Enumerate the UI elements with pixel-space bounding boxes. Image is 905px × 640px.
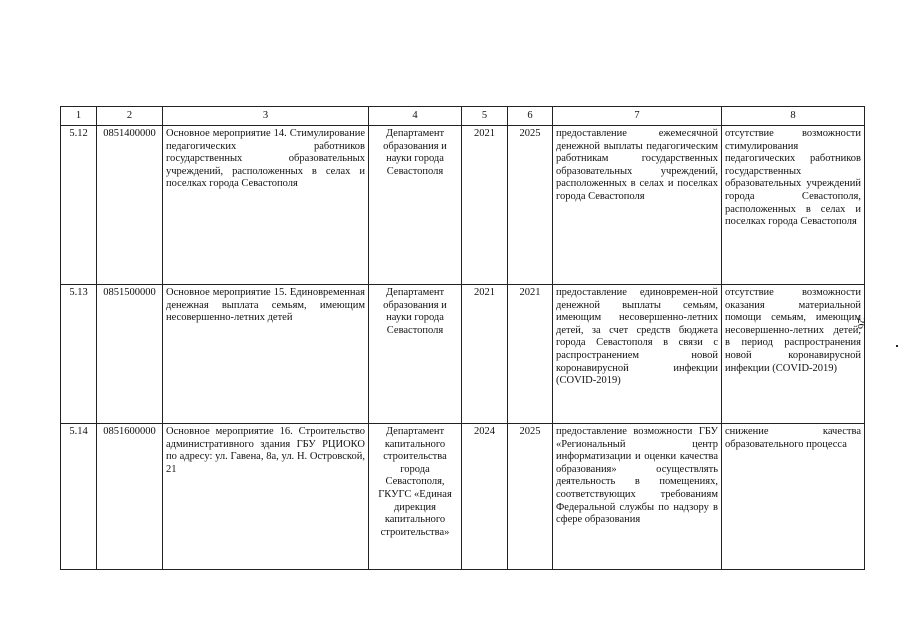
table-row bbox=[61, 285, 865, 424]
page-number: 26 bbox=[855, 318, 867, 329]
header-cell: 4 bbox=[369, 107, 462, 126]
executor: Департамент образования и науки города Севастополя bbox=[369, 285, 462, 424]
table-header-row bbox=[61, 107, 865, 126]
row-number: 5.14 bbox=[61, 424, 97, 570]
budget-code: 0851500000 bbox=[97, 285, 163, 424]
measures-table bbox=[60, 106, 865, 570]
end-year: 2025 bbox=[508, 126, 553, 285]
scan-dot bbox=[896, 345, 898, 347]
header-cell: 6 bbox=[508, 107, 553, 126]
row-number: 5.13 bbox=[61, 285, 97, 424]
measure-name: Основное мероприятие 14. Стимулирование педагогических работников государственных образовательных учреждений, расположенных в селах и поселках города Севастополя bbox=[163, 126, 369, 285]
measure-name: Основное мероприятие 16. Строительство административного здания ГБУ РЦИОКО по адресу: ул. Гавена, 8а, ул. Н. Островской, 21 bbox=[163, 424, 369, 570]
table-row bbox=[61, 424, 865, 570]
table-row bbox=[61, 126, 865, 285]
measure-name: Основное мероприятие 15. Единовременная денежная выплата семьям, имеющим несовершенно-летних детей bbox=[163, 285, 369, 424]
budget-code: 0851600000 bbox=[97, 424, 163, 570]
non-implementation-consequence: снижение качества образовательного процесса bbox=[722, 424, 865, 570]
expected-result: предоставление ежемесячной денежной выплаты педагогическим работникам государственных образовательных учреждений, расположенных в селах и поселках города Севастополя bbox=[553, 126, 722, 285]
end-year: 2021 bbox=[508, 285, 553, 424]
row-number: 5.12 bbox=[61, 126, 97, 285]
expected-result: предоставление единовремен-ной денежной выплаты семьям, имеющим несовершенно-летних детей, за счет средств бюджета города Севастополя в связи с распространением новой коронавирусной инфекции (COVID-2019) bbox=[553, 285, 722, 424]
start-year: 2021 bbox=[462, 285, 508, 424]
header-cell: 7 bbox=[553, 107, 722, 126]
header-cell: 5 bbox=[462, 107, 508, 126]
end-year: 2025 bbox=[508, 424, 553, 570]
start-year: 2021 bbox=[462, 126, 508, 285]
header-cell: 1 bbox=[61, 107, 97, 126]
header-cell: 3 bbox=[163, 107, 369, 126]
executor: Департамент образования и науки города Севастополя bbox=[369, 126, 462, 285]
start-year: 2024 bbox=[462, 424, 508, 570]
executor: Департамент капитального строительства города Севастополя, ГКУГС «Единая дирекция капитального строительства» bbox=[369, 424, 462, 570]
header-cell: 8 bbox=[722, 107, 865, 126]
budget-code: 0851400000 bbox=[97, 126, 163, 285]
non-implementation-consequence: отсутствие возможности стимулирования педагогических работников государственных образовательных учреждений города Севастополя, расположенных в селах и поселках города Севастополя bbox=[722, 126, 865, 285]
expected-result: предоставление возможности ГБУ «Региональный центр информатизации и оценки качества образования» осуществлять деятельность в помещениях, соответствующих требованиям Федеральной службы по надзору в сфере образования bbox=[553, 424, 722, 570]
non-implementation-consequence: отсутствие возможности оказания материальной помощи семьям, имеющим несовершенно-летних детей, в период распространения новой коронавирусной инфекции (COVID-2019) bbox=[722, 285, 865, 424]
header-cell: 2 bbox=[97, 107, 163, 126]
